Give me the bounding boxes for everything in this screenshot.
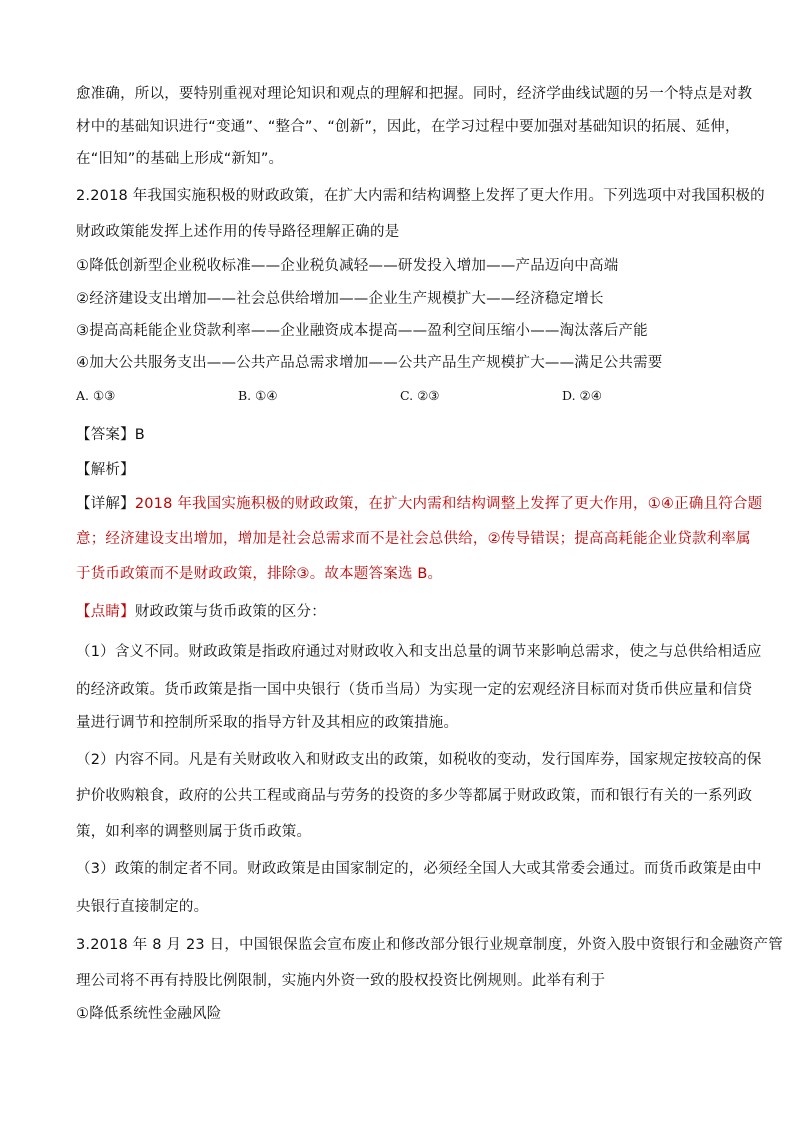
q2-stem-line-2: 财政政策能发挥上述作用的传导路径理解正确的是 <box>76 224 400 240</box>
q3-stem-line-2: 理公司将不再有持股比例限制，实施内外资一致的股权投资比例规则。此举有利于 <box>76 973 606 989</box>
tip-p3-line-1: （3）政策的制定者不同。财政政策是由国家制定的，必须经全国人大或其常委会通过。而货币政策是由中 <box>76 861 762 877</box>
tip-p2-line-2: 护价收购粮食，政府的公共工程或商品与劳务的投资的多少等都属于财政政策，而和银行有关的一系列政 <box>76 788 753 804</box>
tip-p1-line-1: （1）含义不同。财政政策是指政府通过对财政收入和支出总量的调节来影响总需求，使之与总供给相适应 <box>76 644 762 660</box>
q2-option-b: B. ①④ <box>238 388 278 403</box>
q2-detail-line-1 <box>76 494 762 514</box>
tip-p1-line-3: 量进行调节和控制所采取的指导方针及其相应的政策措施。 <box>76 715 459 731</box>
tip-tag: 【点睛】 <box>76 604 135 620</box>
q2-analysis-title: 【解析】 <box>76 462 135 478</box>
q2-item-4: ④加大公共服务支出——公共产品总需求增加——公共产品生产规模扩大——满足公共需要 <box>76 355 663 371</box>
q2-detail-line-3: 于货币政策而不是财政政策，排除③。故本题答案选 B。 <box>76 566 443 582</box>
tip-p3-line-2: 央银行直接制定的。 <box>76 899 209 915</box>
q2-option-d: D. ②④ <box>562 388 602 403</box>
tip-title: 财政政策与货币政策的区分： <box>134 604 326 620</box>
q2-option-c: C. ②③ <box>400 388 440 403</box>
q3-item-1: ①降低系统性金融风险 <box>76 1006 222 1022</box>
intro-line-2: 材中的基础知识进行“变通”、“整合”、“创新”，因此，在学习过程中要加强对基础知识的拓展、延伸， <box>76 119 740 135</box>
detail-text-1: 2018 年我国实施积极的财政政策，在扩大内需和结构调整上发挥了更大作用，①④正确且符合题 <box>134 496 763 512</box>
q2-item-1: ①降低创新型企业税收标准——企业税负减轻——研发投入增加——产品迈向中高端 <box>76 258 619 274</box>
intro-line-1: 愈准确，所以，要特别重视对理论知识和观点的理解和把握。同时，经济学曲线试题的另一个特点是对教 <box>76 86 753 102</box>
q2-tip-line <box>76 602 326 622</box>
q2-option-a: A. ①③ <box>76 388 116 403</box>
q2-answer: 【答案】B <box>76 427 145 443</box>
q2-detail-line-2: 意；经济建设支出增加，增加是社会总需求而不是社会总供给，②传导错误；提高高耗能企业贷款利率属 <box>76 531 751 547</box>
q2-item-2: ②经济建设支出增加——社会总供给增加——企业生产规模扩大——经济稳定增长 <box>76 291 604 307</box>
q2-item-3: ③提高高耗能企业贷款利率——企业融资成本提高——盈利空间压缩小——淘汰落后产能 <box>76 323 648 339</box>
tip-p2-line-3: 策，如利率的调整则属于货币政策。 <box>76 824 312 840</box>
q2-stem-line-1: 2.2018 年我国实施积极的财政政策，在扩大内需和结构调整上发挥了更大作用。下列选项中对我国积极的 <box>76 188 765 204</box>
detail-tag: 【详解】 <box>76 496 135 512</box>
tip-p1-line-2: 的经济政策。货币政策是指一国中央银行（货币当局）为实现一定的宏观经济目标而对货币供应量和信贷 <box>76 682 753 698</box>
q3-stem-line-1: 3.2018 年 8 月 23 日，中国银保监会宣布废止和修改部分银行业规章制度，外资入股中资银行和金融资产管 <box>76 937 783 953</box>
tip-p2-line-1: （2）内容不同。凡是有关财政收入和财政支出的政策，如税收的变动，发行国库券，国家规定按较高的保 <box>76 752 762 768</box>
intro-line-3: 在“旧知”的基础上形成“新知”。 <box>76 151 284 167</box>
